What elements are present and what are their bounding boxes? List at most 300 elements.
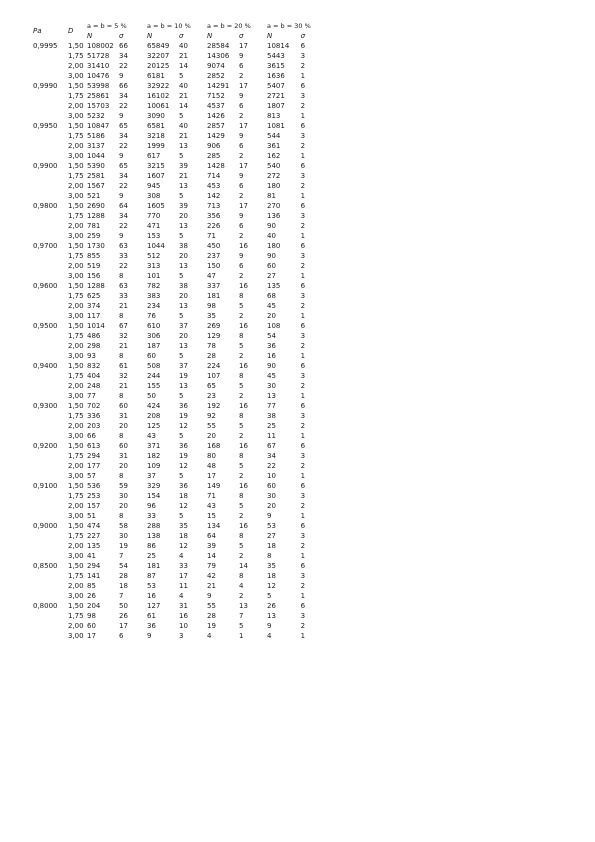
d-cell: 3,00 xyxy=(68,152,84,160)
n-cell-5: 1567 xyxy=(87,182,105,190)
n-cell-10: 329 xyxy=(147,482,161,490)
n-cell-30: 108 xyxy=(267,322,281,330)
sigma-cell-10: 19 xyxy=(179,452,188,460)
sigma-cell-5: 58 xyxy=(119,522,128,530)
group-header-20: a = b = 20 % xyxy=(207,22,251,30)
sigma-cell-10: 13 xyxy=(179,342,188,350)
n-cell-30: 162 xyxy=(267,152,281,160)
n-cell-10: 153 xyxy=(147,232,161,240)
sigma-cell-10: 21 xyxy=(179,52,188,60)
d-cell: 1,50 xyxy=(68,562,84,570)
n-cell-5: 536 xyxy=(87,482,101,490)
sigma-cell-30: 1 xyxy=(300,392,306,400)
n-cell-30: 25 xyxy=(267,422,276,430)
n-cell-10: 308 xyxy=(147,192,161,200)
table-row xyxy=(33,501,311,511)
sigma-cell-5: 50 xyxy=(119,602,128,610)
d-cell: 1,50 xyxy=(68,162,84,170)
pa-cell xyxy=(33,541,68,551)
n-cell-30: 34 xyxy=(267,452,276,460)
sigma-cell-20: 2 xyxy=(239,152,244,160)
table-row xyxy=(33,461,311,471)
n-cell-10: 306 xyxy=(147,332,161,340)
table-row xyxy=(33,511,311,521)
n-cell-30: 10814 xyxy=(267,42,290,50)
sigma-cell-5: 65 xyxy=(119,162,128,170)
sigma-header: σ xyxy=(119,32,124,40)
group-header-30: a = b = 30 % xyxy=(267,22,311,30)
d-cell: 3,00 xyxy=(68,592,84,600)
sigma-cell-5: 33 xyxy=(119,252,128,260)
table-row xyxy=(33,171,311,181)
pa-cell xyxy=(33,421,68,431)
n-cell-10: 16102 xyxy=(147,92,170,100)
sigma-cell-5: 7 xyxy=(119,552,124,560)
d-cell: 1,75 xyxy=(68,332,84,340)
sigma-cell-30: 2 xyxy=(300,342,306,350)
d-cell: 1,50 xyxy=(68,122,84,130)
n-cell-30: 136 xyxy=(267,212,281,220)
n-cell-20: 17 xyxy=(207,472,216,480)
pa-header: Pa xyxy=(33,27,42,35)
d-cell: 3,00 xyxy=(68,112,84,120)
n-cell-30: 22 xyxy=(267,462,276,470)
n-cell-10: 86 xyxy=(147,542,156,550)
n-cell-30: 272 xyxy=(267,172,281,180)
table-row xyxy=(33,111,311,121)
sigma-cell-30: 6 xyxy=(300,482,306,490)
pa-cell xyxy=(33,191,68,201)
n-cell-10: 617 xyxy=(147,152,161,160)
sigma-cell-5: 19 xyxy=(119,542,128,550)
n-cell-5: 227 xyxy=(87,532,101,540)
pa-cell xyxy=(33,341,68,351)
n-cell-30: 270 xyxy=(267,202,281,210)
sigma-cell-5: 60 xyxy=(119,442,128,450)
n-cell-10: 32922 xyxy=(147,82,170,90)
sigma-cell-5: 34 xyxy=(119,132,128,140)
sigma-cell-30: 6 xyxy=(300,42,306,50)
sigma-cell-30: 1 xyxy=(300,512,306,520)
sigma-cell-10: 36 xyxy=(179,442,188,450)
pa-cell xyxy=(33,431,68,441)
n-cell-30: 90 xyxy=(267,222,276,230)
n-cell-5: 294 xyxy=(87,562,101,570)
sigma-cell-5: 63 xyxy=(119,282,128,290)
table-row xyxy=(33,161,311,171)
table-row xyxy=(33,71,311,81)
n-cell-5: 66 xyxy=(87,432,96,440)
n-cell-20: 4537 xyxy=(207,102,225,110)
n-cell-30: 544 xyxy=(267,132,281,140)
n-cell-5: 702 xyxy=(87,402,101,410)
sigma-cell-10: 13 xyxy=(179,142,188,150)
sigma-cell-20: 9 xyxy=(239,212,244,220)
sigma-cell-5: 59 xyxy=(119,482,128,490)
table-body xyxy=(33,41,311,641)
pa-cell xyxy=(33,531,68,541)
sigma-cell-10: 20 xyxy=(179,332,188,340)
d-cell: 1,50 xyxy=(68,482,84,490)
n-header: N xyxy=(207,32,213,40)
pa-cell xyxy=(33,111,68,121)
table-row xyxy=(33,621,311,631)
n-cell-30: 45 xyxy=(267,372,276,380)
sigma-cell-20: 2 xyxy=(239,232,244,240)
d-cell: 3,00 xyxy=(68,512,84,520)
table-row xyxy=(33,51,311,61)
sigma-cell-5: 21 xyxy=(119,342,128,350)
d-cell: 1,50 xyxy=(68,522,84,530)
sigma-cell-10: 18 xyxy=(179,492,188,500)
sigma-cell-10: 18 xyxy=(179,532,188,540)
sigma-cell-30: 2 xyxy=(300,102,306,110)
table-row xyxy=(33,301,311,311)
sigma-cell-10: 20 xyxy=(179,252,188,260)
table-row xyxy=(33,421,311,431)
table-row xyxy=(33,541,311,551)
n-cell-5: 156 xyxy=(87,272,101,280)
pa-cell: 0,8000 xyxy=(33,602,58,610)
d-cell: 1,75 xyxy=(68,92,84,100)
sigma-cell-5: 60 xyxy=(119,402,128,410)
n-cell-30: 13 xyxy=(267,612,276,620)
sigma-cell-30: 3 xyxy=(300,612,306,620)
table-row xyxy=(33,351,311,361)
pa-cell xyxy=(33,551,68,561)
n-cell-30: 11 xyxy=(267,432,276,440)
n-cell-20: 43 xyxy=(207,502,216,510)
sigma-header: σ xyxy=(239,32,244,40)
sigma-cell-5: 30 xyxy=(119,532,128,540)
n-cell-30: 8 xyxy=(267,552,272,560)
table-row xyxy=(33,581,311,591)
n-cell-5: 832 xyxy=(87,362,101,370)
sigma-cell-30: 6 xyxy=(300,402,306,410)
n-cell-20: 134 xyxy=(207,522,221,530)
sigma-cell-10: 10 xyxy=(179,622,188,630)
d-cell: 1,50 xyxy=(68,242,84,250)
n-cell-10: 182 xyxy=(147,452,161,460)
header-row-groups xyxy=(33,21,311,31)
sigma-cell-30: 6 xyxy=(300,82,306,90)
sigma-cell-10: 17 xyxy=(179,572,188,580)
n-cell-20: 92 xyxy=(207,412,216,420)
pa-cell xyxy=(33,331,68,341)
n-cell-30: 60 xyxy=(267,482,276,490)
sigma-cell-20: 8 xyxy=(239,492,244,500)
n-cell-30: 10 xyxy=(267,472,276,480)
n-cell-10: 610 xyxy=(147,322,161,330)
sigma-cell-30: 3 xyxy=(300,52,306,60)
n-cell-10: 138 xyxy=(147,532,161,540)
n-cell-5: 2690 xyxy=(87,202,105,210)
d-cell: 2,00 xyxy=(68,102,84,110)
n-cell-30: 5407 xyxy=(267,82,285,90)
n-cell-10: 109 xyxy=(147,462,161,470)
sigma-cell-30: 2 xyxy=(300,142,306,150)
d-cell: 3,00 xyxy=(68,552,84,560)
n-cell-20: 192 xyxy=(207,402,221,410)
n-cell-5: 17 xyxy=(87,632,96,640)
sigma-cell-5: 8 xyxy=(119,512,124,520)
sigma-cell-20: 1 xyxy=(239,632,244,640)
n-cell-5: 1288 xyxy=(87,282,105,290)
sigma-cell-5: 22 xyxy=(119,262,128,270)
sigma-cell-10: 5 xyxy=(179,432,184,440)
d-cell: 3,00 xyxy=(68,632,84,640)
pa-cell xyxy=(33,261,68,271)
n-cell-10: 37 xyxy=(147,472,156,480)
n-cell-5: 781 xyxy=(87,222,101,230)
d-cell: 1,75 xyxy=(68,132,84,140)
n-cell-20: 9074 xyxy=(207,62,225,70)
n-cell-10: 383 xyxy=(147,292,161,300)
sigma-cell-20: 16 xyxy=(239,322,248,330)
n-cell-30: 27 xyxy=(267,532,276,540)
n-cell-30: 361 xyxy=(267,142,281,150)
n-cell-5: 474 xyxy=(87,522,101,530)
sigma-cell-30: 1 xyxy=(300,552,306,560)
sigma-cell-30: 1 xyxy=(300,432,306,440)
n-cell-20: 2857 xyxy=(207,122,225,130)
n-cell-5: 177 xyxy=(87,462,101,470)
sigma-cell-20: 9 xyxy=(239,132,244,140)
n-cell-5: 298 xyxy=(87,342,101,350)
d-cell: 1,75 xyxy=(68,212,84,220)
sigma-cell-30: 2 xyxy=(300,222,306,230)
d-cell: 1,75 xyxy=(68,452,84,460)
n-cell-10: 127 xyxy=(147,602,161,610)
sigma-cell-20: 17 xyxy=(239,162,248,170)
sigma-cell-30: 1 xyxy=(300,192,306,200)
sigma-cell-10: 5 xyxy=(179,232,184,240)
sigma-cell-30: 2 xyxy=(300,622,306,630)
pa-cell: 0,9900 xyxy=(33,162,58,170)
n-cell-10: 25 xyxy=(147,552,156,560)
n-cell-10: 1605 xyxy=(147,202,165,210)
n-cell-30: 3615 xyxy=(267,62,285,70)
n-cell-10: 3090 xyxy=(147,112,165,120)
n-cell-20: 48 xyxy=(207,462,216,470)
n-cell-5: 77 xyxy=(87,392,96,400)
sigma-cell-5: 20 xyxy=(119,422,128,430)
n-cell-5: 203 xyxy=(87,422,101,430)
n-cell-10: 101 xyxy=(147,272,161,280)
n-cell-30: 35 xyxy=(267,562,276,570)
sigma-cell-10: 37 xyxy=(179,362,188,370)
d-cell: 2,00 xyxy=(68,422,84,430)
d-cell: 2,00 xyxy=(68,622,84,630)
n-cell-20: 4 xyxy=(207,632,212,640)
pa-cell xyxy=(33,71,68,81)
pa-cell xyxy=(33,221,68,231)
n-cell-10: 65849 xyxy=(147,42,170,50)
sigma-cell-5: 20 xyxy=(119,462,128,470)
sigma-cell-30: 6 xyxy=(300,162,306,170)
n-cell-20: 107 xyxy=(207,372,221,380)
n-cell-10: 43 xyxy=(147,432,156,440)
sigma-cell-30: 3 xyxy=(300,372,306,380)
pa-cell: 0,9600 xyxy=(33,282,58,290)
n-cell-20: 98 xyxy=(207,302,216,310)
sigma-cell-10: 12 xyxy=(179,542,188,550)
sigma-cell-10: 5 xyxy=(179,272,184,280)
sigma-cell-20: 8 xyxy=(239,372,244,380)
n-cell-30: 20 xyxy=(267,502,276,510)
sigma-cell-10: 5 xyxy=(179,72,184,80)
n-cell-20: 1429 xyxy=(207,132,225,140)
pa-cell xyxy=(33,231,68,241)
d-cell: 2,00 xyxy=(68,62,84,70)
sigma-cell-30: 2 xyxy=(300,382,306,390)
sigma-cell-20: 2 xyxy=(239,552,244,560)
pa-cell: 0,9700 xyxy=(33,242,58,250)
sigma-cell-30: 2 xyxy=(300,262,306,270)
n-cell-30: 13 xyxy=(267,392,276,400)
n-cell-20: 285 xyxy=(207,152,221,160)
sigma-cell-20: 2 xyxy=(239,472,244,480)
n-cell-30: 135 xyxy=(267,282,281,290)
d-cell: 1,75 xyxy=(68,492,84,500)
n-cell-5: 1730 xyxy=(87,242,105,250)
pa-cell xyxy=(33,581,68,591)
n-cell-30: 40 xyxy=(267,232,276,240)
sigma-cell-30: 1 xyxy=(300,232,306,240)
n-cell-30: 12 xyxy=(267,582,276,590)
n-cell-5: 117 xyxy=(87,312,101,320)
n-cell-10: 208 xyxy=(147,412,161,420)
n-cell-30: 180 xyxy=(267,182,281,190)
n-cell-5: 98 xyxy=(87,612,96,620)
n-cell-30: 180 xyxy=(267,242,281,250)
n-cell-10: 244 xyxy=(147,372,161,380)
n-cell-10: 770 xyxy=(147,212,161,220)
n-cell-10: 1607 xyxy=(147,172,165,180)
pa-cell xyxy=(33,151,68,161)
n-cell-5: 60 xyxy=(87,622,96,630)
sigma-cell-10: 5 xyxy=(179,392,184,400)
pa-cell: 0,9200 xyxy=(33,442,58,450)
n-cell-30: 18 xyxy=(267,542,276,550)
sigma-cell-30: 2 xyxy=(300,62,306,70)
n-cell-30: 81 xyxy=(267,192,276,200)
n-cell-20: 42 xyxy=(207,572,216,580)
sigma-cell-10: 21 xyxy=(179,132,188,140)
sigma-cell-30: 3 xyxy=(300,412,306,420)
pa-cell xyxy=(33,571,68,581)
sigma-cell-10: 5 xyxy=(179,352,184,360)
sigma-cell-30: 1 xyxy=(300,352,306,360)
sigma-cell-20: 2 xyxy=(239,352,244,360)
table-row xyxy=(33,41,311,51)
sigma-cell-30: 1 xyxy=(300,592,306,600)
n-cell-10: 6581 xyxy=(147,122,165,130)
d-cell: 1,50 xyxy=(68,42,84,50)
table-row xyxy=(33,101,311,111)
sigma-cell-20: 17 xyxy=(239,82,248,90)
sigma-cell-30: 2 xyxy=(300,462,306,470)
n-cell-30: 5443 xyxy=(267,52,285,60)
sigma-cell-30: 3 xyxy=(300,172,306,180)
n-cell-5: 1288 xyxy=(87,212,105,220)
n-cell-10: 288 xyxy=(147,522,161,530)
table-row xyxy=(33,131,311,141)
sigma-cell-10: 40 xyxy=(179,122,188,130)
sigma-cell-5: 8 xyxy=(119,352,124,360)
sigma-cell-20: 8 xyxy=(239,452,244,460)
n-cell-20: 224 xyxy=(207,362,221,370)
n-cell-5: 85 xyxy=(87,582,96,590)
n-cell-20: 79 xyxy=(207,562,216,570)
n-cell-20: 237 xyxy=(207,252,221,260)
n-cell-10: 512 xyxy=(147,252,161,260)
sigma-cell-5: 31 xyxy=(119,452,128,460)
sigma-cell-5: 21 xyxy=(119,302,128,310)
n-cell-20: 14306 xyxy=(207,52,230,60)
n-cell-20: 714 xyxy=(207,172,221,180)
sigma-cell-20: 16 xyxy=(239,482,248,490)
n-cell-5: 10847 xyxy=(87,122,110,130)
sigma-cell-5: 65 xyxy=(119,122,128,130)
sigma-cell-10: 13 xyxy=(179,302,188,310)
sigma-cell-10: 4 xyxy=(179,592,184,600)
n-cell-10: 3215 xyxy=(147,162,165,170)
n-cell-30: 77 xyxy=(267,402,276,410)
table-row xyxy=(33,251,311,261)
sigma-cell-20: 17 xyxy=(239,202,248,210)
table-row xyxy=(33,611,311,621)
sigma-cell-20: 5 xyxy=(239,462,244,470)
n-cell-20: 1428 xyxy=(207,162,225,170)
sigma-cell-20: 17 xyxy=(239,122,248,130)
n-cell-20: 168 xyxy=(207,442,221,450)
pa-cell xyxy=(33,611,68,621)
d-cell: 2,00 xyxy=(68,342,84,350)
sigma-cell-5: 8 xyxy=(119,392,124,400)
n-cell-20: 47 xyxy=(207,272,216,280)
sigma-cell-10: 13 xyxy=(179,262,188,270)
d-cell: 2,00 xyxy=(68,382,84,390)
n-cell-5: 519 xyxy=(87,262,101,270)
table-row xyxy=(33,151,311,161)
n-cell-30: 16 xyxy=(267,352,276,360)
n-cell-30: 20 xyxy=(267,312,276,320)
sigma-cell-20: 9 xyxy=(239,52,244,60)
n-cell-5: 53998 xyxy=(87,82,110,90)
sigma-cell-5: 21 xyxy=(119,382,128,390)
table-row xyxy=(33,221,311,231)
table-row xyxy=(33,201,311,211)
sigma-cell-30: 3 xyxy=(300,252,306,260)
table-row xyxy=(33,571,311,581)
sigma-cell-20: 2 xyxy=(239,112,244,120)
pa-cell: 0,9990 xyxy=(33,82,58,90)
sigma-cell-5: 28 xyxy=(119,572,128,580)
sigma-cell-20: 6 xyxy=(239,182,244,190)
n-cell-20: 150 xyxy=(207,262,221,270)
n-cell-20: 78 xyxy=(207,342,216,350)
sigma-cell-5: 32 xyxy=(119,332,128,340)
sigma-cell-5: 9 xyxy=(119,192,124,200)
n-cell-30: 4 xyxy=(267,632,272,640)
sigma-cell-30: 1 xyxy=(300,112,306,120)
n-cell-30: 38 xyxy=(267,412,276,420)
n-cell-30: 54 xyxy=(267,332,276,340)
n-cell-30: 36 xyxy=(267,342,276,350)
pa-cell xyxy=(33,211,68,221)
n-cell-20: 450 xyxy=(207,242,221,250)
